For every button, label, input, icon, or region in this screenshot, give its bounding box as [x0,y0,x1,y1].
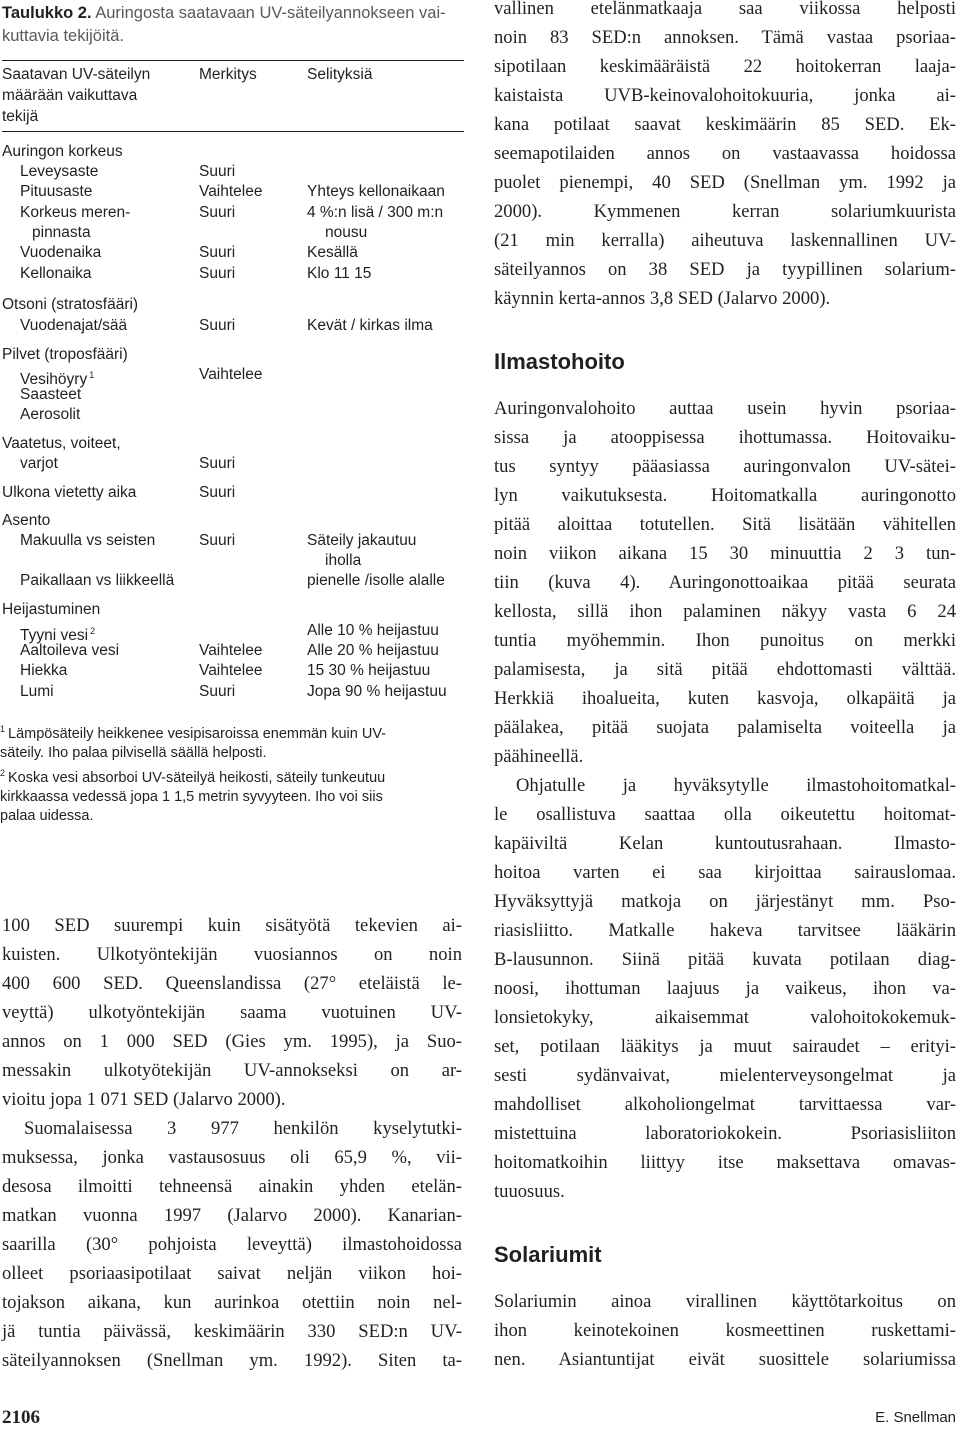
body-paragraph [2,911,462,1114]
text-line: set, potilaan lääkitys ja muut sairaudet – erityi- [494,1036,956,1057]
text-line: tus syntyy pääasiassa auringonvalon UV-sätei- [494,456,956,477]
footnote-2 [0,764,440,826]
text-line: 400 600 SED. Queenslandissa (27° eteläistä le- [2,973,462,994]
table-cell-note: iholla [325,552,362,569]
text-line: le osallistuva saattaa olla oikeutettu hoitomat- [494,804,956,825]
header-factor-line: Saatavan UV-säteilyn [2,66,151,83]
text-line: Solariumin ainoa virallinen käyttötarkoitus on [494,1291,956,1312]
text-line: tuuosuus. [494,1181,565,1202]
table-cell-note: Alle 10 % heijastuu [307,622,439,639]
table-cell-note: 4 %:n lisä / 300 m:n [307,204,444,221]
text-line: riasisliitto. Matkalle hakeva tarvitsee lääkärin [494,920,956,941]
table-cell-note: pienelle /isolle alalle [307,572,445,589]
table-cell-factor: Pituusaste [20,183,93,200]
table-cell-factor: Aerosolit [20,406,81,423]
text-line: sissa ja atooppisessa ihottumassa. Hoitovaiku- [494,427,956,448]
text-line: kaistaista UVB-keinovalohoitokuuria, jonka ai- [494,85,956,106]
text-line: vioitu jopa 1 071 SED (Jalarvo 2000). [2,1089,286,1110]
text-line: palamisesta, ja sitä pitää ehdottomasti välttää. [494,659,956,680]
text-line: Ohjatulle ja hyväksytylle ilmastohoitomatkal- [516,775,956,796]
header-factor [2,64,150,127]
right-column [494,0,956,1374]
table-cell-factor: Paikallaan vs liikkeellä [20,572,175,589]
text-line: messakin ulkotyötekijän UV-annokseksi on ar- [2,1060,462,1081]
text-line: annos on 1 000 SED (Gies ym. 1995), ja Suo- [2,1031,462,1052]
table-cell-note: Jopa 90 % heijastuu [307,683,447,700]
table-cell-factor: Vaatetus, voiteet, [2,435,121,452]
text-line: noosi, ihottuman laajuus ja vaikeus, ihon va- [494,978,956,999]
text-line: lyn vaikutuksesta. Hoitomatkalla auringonotto [494,485,956,506]
table-cell-meaning: Vaihtelee [199,183,263,200]
text-line: päälakea, pitää suojata palamiselta voiteella ja [494,717,956,738]
left-body-text [2,911,462,1375]
table-caption [2,0,464,48]
text-line: noin viikon aikana 15 30 minuuttia 2 3 tun- [494,543,956,564]
text-line: desosa ilmoitti tehneensä ainakin yhden etelän- [2,1176,462,1197]
table-cell-factor: Hiekka [20,662,68,679]
text-line: kapäiviltä Kelan kuntoutusrahaan. Ilmasto- [494,833,956,854]
text-line: pitää aloittaa totutellen. Sitä lisätään vähitellen [494,514,956,535]
body-paragraph [494,394,956,771]
table-cell-factor: Aaltoileva vesi [20,642,120,659]
table-cell-factor: Asento [2,512,51,529]
header-factor-line: määrään vaikuttava [2,87,138,104]
text-line: kuisten. Ulkotyöntekijän vuosiannos on noin [2,944,462,965]
text-line: ihon keinotekoinen kosmeettinen ruskettami- [494,1320,956,1341]
page-number: 2106 [2,1407,40,1428]
text-line: mahdolliset alkoholiongelmat tarvittaessa var- [494,1094,956,1115]
table-cell-factor: Saasteet [20,386,82,403]
body-paragraph [494,771,956,1206]
text-line: Herkkiä ihoalueita, kuten kasvoja, olkapäitä ja [494,688,956,709]
footnote-marker: 1 [0,724,6,734]
text-line: säteilyannos on 38 SED ja tyypillinen solarium- [494,259,956,280]
table-cell-note: Alle 20 % heijastuu [307,642,439,659]
text-line: 100 SED suurempi kuin sisätyötä tekevien ai- [2,915,462,936]
table-cell-factor: Pilvet (troposfääri) [2,346,128,363]
table-cell-note: Kesällä [307,244,358,261]
footnote-text: säteily. Iho palaa pilvisellä säällä helposti. [0,745,267,761]
text-line: veyttä) ulkotyöntekijän saama vuotuinen UV- [2,1002,462,1023]
text-line: päähineellä. [494,746,584,767]
text-line: matkan vuonna 1997 (Jalarvo 2000). Kanarian- [2,1205,462,1226]
text-line: nen. Asiantuntijat eivät suosittele solariumissa [494,1349,956,1370]
text-line: tuntia myöhemmin. Ihon punoitus on merkki [494,630,956,651]
table-cell-meaning: Suuri [199,265,236,282]
text-line: lonsietokyky, aikaisemmat valohoitokokemuk- [494,1007,956,1028]
table-cell-note: nousu [325,224,368,241]
table-cell-factor: Leveysaste [20,163,99,180]
table-cell-meaning: Vaihtelee [199,366,263,383]
table-cell-factor: varjot [20,455,58,472]
text-line: muksessa, jonka vastausosuus oli 65,9 %, vii- [2,1147,462,1168]
footnote-text: Lämpösäteily heikkenee vesipisaroissa enemmän kuin UV- [8,726,387,742]
table-cell-meaning: Suuri [199,683,236,700]
uv-factor-table [2,132,464,712]
text-line: (21 min kerralla) aiheutuva laskennallinen UV- [494,230,956,251]
table-cell-factor: Auringon korkeus [2,143,123,160]
text-line: seemapotilaiden annos on vastaavassa hoidossa [494,143,956,164]
table-cell-factor: Makuulla vs seisten [20,532,156,549]
text-line: hoitomatkoihin liittyy itse maksettava omavas- [494,1152,956,1173]
table-cell-factor: Otsoni (stratosfääri) [2,296,139,313]
text-line: tojakson aikana, kun aurinkoa otettiin noin nel- [2,1292,462,1313]
header-notes: Selityksiä [307,66,373,83]
table-caption-text: kuttavia tekijöitä. [2,27,124,45]
table-cell-meaning: Suuri [199,204,236,221]
table-cell-meaning: Vaihtelee [199,642,263,659]
text-line: jä tuntia päivässä, keskimäärin 330 SED:n UV- [2,1321,462,1342]
table-cell-factor: Heijastuminen [2,601,101,618]
left-column [2,0,464,712]
footnote-marker: 1 [89,370,95,380]
table-cell-meaning: Suuri [199,317,236,334]
section-heading-ilmastohoito: Ilmastohoito [494,349,625,374]
author-name: E. Snellman [875,1409,956,1426]
text-line: käynnin kerta-annos 3,8 SED (Jalarvo 2000). [494,288,831,309]
text-line: Auringonvalohoito auttaa usein hyvin psoriaa- [494,398,956,419]
table-cell-factor: pinnasta [32,224,91,241]
text-line: puolet pienempi, 40 SED (Snellman ym. 1992 ja [494,172,956,193]
table-cell-meaning: Suuri [199,455,236,472]
table-cell-note: 15 30 % heijastuu [307,662,431,679]
table-cell-factor: Korkeus meren- [20,204,131,221]
text-line: sipotilaan keskimääräistä 22 hoitokerran laaja- [494,56,956,77]
table-cell-meaning: Vaihtelee [199,662,263,679]
table-cell-factor: Ulkona vietetty aika [2,484,137,501]
table-caption-label: Taulukko 2. [2,4,92,22]
table-footnotes [0,720,440,827]
text-line: 2000). Kymmenen kerran solariumkuurista [494,201,956,222]
text-line: kellosta, sillä ihon palaminen näkyy vasta 6 24 [494,601,956,622]
footnote-text: Koska vesi absorboi UV-säteilyä heikosti, säteily tunkeutuu [8,770,386,786]
text-line: B-lausunnon. Siinä pitää kuvata potilaan diag- [494,949,956,970]
header-factor-line: tekijä [2,108,39,125]
table-cell-note: Yhteys kellonaikaan [307,183,445,200]
text-line: kana potilaat saavat keskimäärin 85 SED. Ek- [494,114,956,135]
text-line: vallinen etelänmatkaaja saa viikossa helposti [494,0,956,19]
table-header [2,61,464,131]
body-paragraph [494,0,956,313]
table-cell-factor: Vuodenajat/sää [20,317,128,334]
section-heading-solariumit: Solariumit [494,1242,602,1267]
footnote-1 [0,720,440,763]
table-caption-text: Auringosta saatavaan UV-säteilyannokseen vai- [95,4,446,22]
body-paragraph [2,1114,462,1375]
footnote-marker: 2 [90,626,96,636]
text-line: olleet psoriaasipotilaat saivat neljän viikon hoi- [2,1263,462,1284]
text-line: Hyväksyttyjä matkoja on järjestänyt mm. Pso- [494,891,956,912]
table-cell-factor: Kellonaika [20,265,92,282]
table-cell-factor: Tyyni vesi $^2$ [20,626,96,644]
text-line: tiin (kuva 4). Auringonottoaikaa pitää seurata [494,572,956,593]
text-line: säteilyannoksen (Snellman ym. 1992). Siten ta- [2,1350,462,1371]
table-cell-factor: Lumi [20,683,54,700]
table-cell-meaning: Suuri [199,244,236,261]
table-cell-note: Säteily jakautuu [307,532,417,549]
text-line: Suomalaisessa 3 977 henkilön kyselytutki- [24,1118,462,1139]
text-line: noin 83 SED:n annoksen. Tämä vastaa psoriaa- [494,27,956,48]
table-cell-factor: Vuodenaika [20,244,102,261]
text-line: sesti sydänvaivat, mielenterveysongelmat ja [494,1065,956,1086]
table-cell-meaning: Suuri [199,532,236,549]
table-cell-meaning: Suuri [199,163,236,180]
header-meaning: Merkitys [199,66,257,83]
text-line: saarilla (30° pohjoista leveyttä) ilmastohoidossa [2,1234,462,1255]
footnote-text: kirkkaassa vedessä jopa 1 1,5 metrin syvyyteen. Iho voi siis [0,789,383,805]
text-line: hoitoa varten ei saa kirjoittaa sairauslomaa. [494,862,956,883]
table-cell-factor: Vesihöyry $^1$ [20,370,95,388]
table-cell-note: Kevät / kirkas ilma [307,317,433,334]
body-paragraph [494,1287,956,1374]
footnote-text: palaa uidessa. [0,808,94,824]
table-cell-note: Klo 11 15 [307,265,372,282]
table-cell-meaning: Suuri [199,484,236,501]
text-line: mistettuina laboratoriokokein. Psoriasisliiton [494,1123,956,1144]
footnote-marker: 2 [0,768,6,778]
